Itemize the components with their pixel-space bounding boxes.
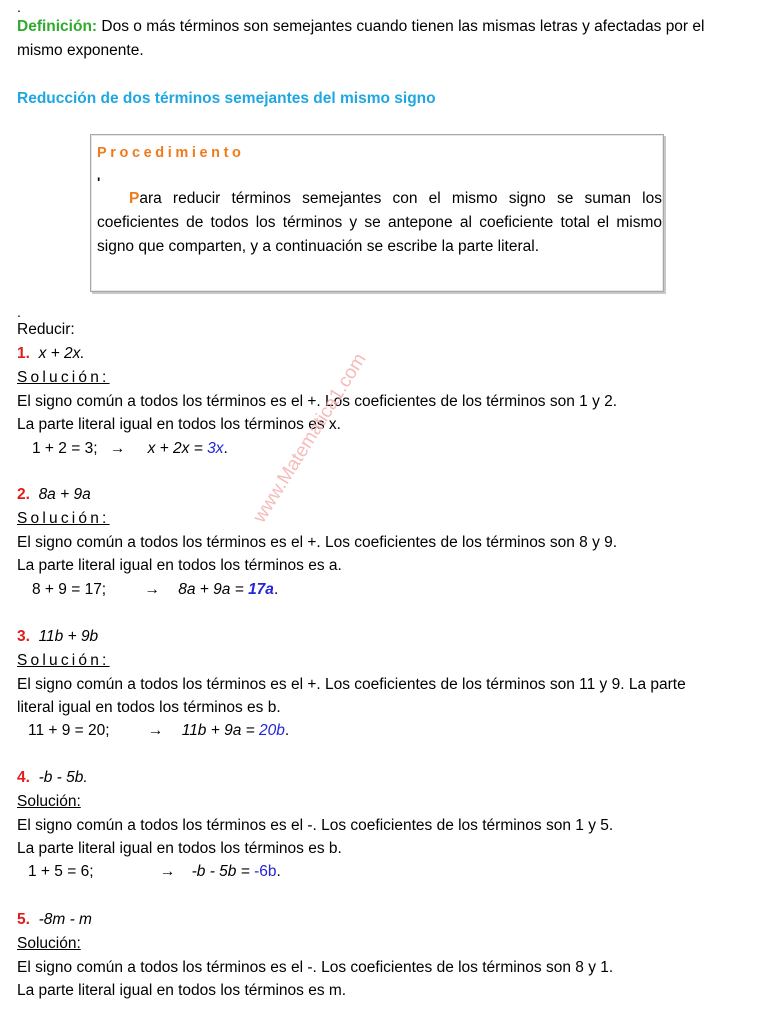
procedure-tick: ' bbox=[97, 174, 101, 190]
example-3-solution-label: Solución: bbox=[17, 652, 110, 669]
stray-dot: . bbox=[17, 0, 21, 15]
reducir-label: Reducir: bbox=[17, 321, 75, 338]
example-5-expression: -8m - m bbox=[38, 911, 92, 928]
example-3-explanation-2: literal igual en todos los términos es b. bbox=[17, 699, 281, 716]
example-1-result-expression: x + 2x = bbox=[147, 440, 208, 457]
example-2-calculation bbox=[32, 579, 278, 601]
example-1-calculation bbox=[32, 438, 228, 460]
procedure-initial: P bbox=[129, 190, 140, 207]
example-1-number: 1. bbox=[17, 345, 30, 362]
example-1-problem bbox=[17, 343, 85, 365]
example-4-explanation-1: El signo común a todos los términos es el -. Los coeficientes de los términos son 1 y 5. bbox=[17, 817, 614, 834]
example-2-sum: 8 + 9 = 17; bbox=[32, 581, 107, 598]
example-3-expression: 11b + 9b bbox=[38, 628, 99, 645]
example-1-explanation-2: La parte literal igual en todos los términos es x. bbox=[17, 416, 341, 433]
example-4-result: -6b bbox=[254, 863, 277, 880]
procedure-body: ara reducir términos semejantes con el mismo signo se suman los coeficientes de todos los términos y se antepone al coeficiente total el mismo signo que comparten, y a continuación se escribe la parte literal. bbox=[97, 190, 662, 255]
example-3-number: 3. bbox=[17, 628, 30, 645]
example-3-explanation-1: El signo común a todos los términos es el +. Los coeficientes de los términos son 11 y 9. La parte bbox=[17, 676, 686, 693]
definition-label: Definición: bbox=[17, 18, 98, 35]
example-2-number: 2. bbox=[17, 486, 30, 503]
definition-text: Dos o más términos son semejantes cuando tienen las mismas letras y afectadas por el bbox=[97, 18, 705, 35]
example-3-calculation bbox=[28, 720, 289, 742]
example-4-result-tail: . bbox=[276, 863, 281, 880]
procedure-title: Procedimiento bbox=[97, 145, 245, 161]
example-5-problem bbox=[17, 909, 92, 931]
arrow-icon: → bbox=[159, 863, 176, 880]
example-5-solution-label: Solución: bbox=[17, 935, 81, 952]
example-1-result: 3x bbox=[207, 440, 224, 457]
example-4-calculation bbox=[28, 861, 281, 883]
example-1-solution-label: Solución: bbox=[17, 369, 110, 386]
example-3-result-tail: . bbox=[284, 722, 290, 739]
example-1-explanation-1: El signo común a todos los términos es el +. Los coeficientes de los términos son 1 y 2. bbox=[17, 393, 618, 410]
procedure-box bbox=[90, 134, 664, 292]
example-2-solution-label: Solución: bbox=[17, 510, 110, 527]
arrow-icon: → bbox=[109, 440, 126, 457]
stray-dot-2: . bbox=[17, 304, 21, 320]
example-3-problem bbox=[17, 626, 98, 648]
example-3-result-expression: 11b + 9a = bbox=[181, 722, 259, 739]
arrow-icon: → bbox=[144, 581, 160, 598]
example-1-expression: x + 2x. bbox=[38, 345, 85, 362]
example-5-explanation-2: La parte literal igual en todos los términos es m. bbox=[17, 982, 347, 999]
example-2-result: 17a bbox=[248, 581, 274, 598]
example-1-result-tail: . bbox=[223, 440, 228, 457]
example-4-explanation-2: La parte literal igual en todos los términos es b. bbox=[17, 840, 342, 857]
watermark: www.Matematica1.com bbox=[249, 349, 371, 527]
example-3-sum: 11 + 9 = 20; bbox=[28, 722, 110, 739]
example-2-result-tail: . bbox=[273, 581, 279, 598]
example-4-expression: -b - 5b. bbox=[38, 769, 88, 786]
procedure-text bbox=[97, 187, 662, 259]
example-4-number: 4. bbox=[17, 769, 30, 786]
example-2-expression: 8a + 9a bbox=[38, 486, 91, 503]
example-3-result: 20b bbox=[259, 722, 285, 739]
example-4-solution-label: Solución: bbox=[17, 793, 81, 810]
example-4-sum: 1 + 5 = 6; bbox=[28, 863, 94, 880]
definition-line-2: mismo exponente. bbox=[17, 42, 144, 59]
example-5-number: 5. bbox=[17, 911, 30, 928]
example-2-result-expression: 8a + 9a = bbox=[178, 581, 249, 598]
arrow-icon: → bbox=[147, 722, 164, 739]
example-4-problem bbox=[17, 767, 88, 789]
example-4-result-expression: -b - 5b = bbox=[191, 863, 255, 880]
example-2-explanation-2: La parte literal igual en todos los términos es a. bbox=[17, 557, 342, 574]
example-2-explanation-1: El signo común a todos los términos es el +. Los coeficientes de los términos son 8 y 9. bbox=[17, 534, 618, 551]
example-1-sum: 1 + 2 = 3; bbox=[32, 440, 98, 457]
example-2-problem bbox=[17, 484, 91, 506]
definition-line-1 bbox=[17, 16, 704, 38]
section-heading: Reducción de dos términos semejantes del mismo signo bbox=[17, 90, 436, 107]
example-5-explanation-1: El signo común a todos los términos es el -. Los coeficientes de los términos son 8 y 1. bbox=[17, 959, 614, 976]
